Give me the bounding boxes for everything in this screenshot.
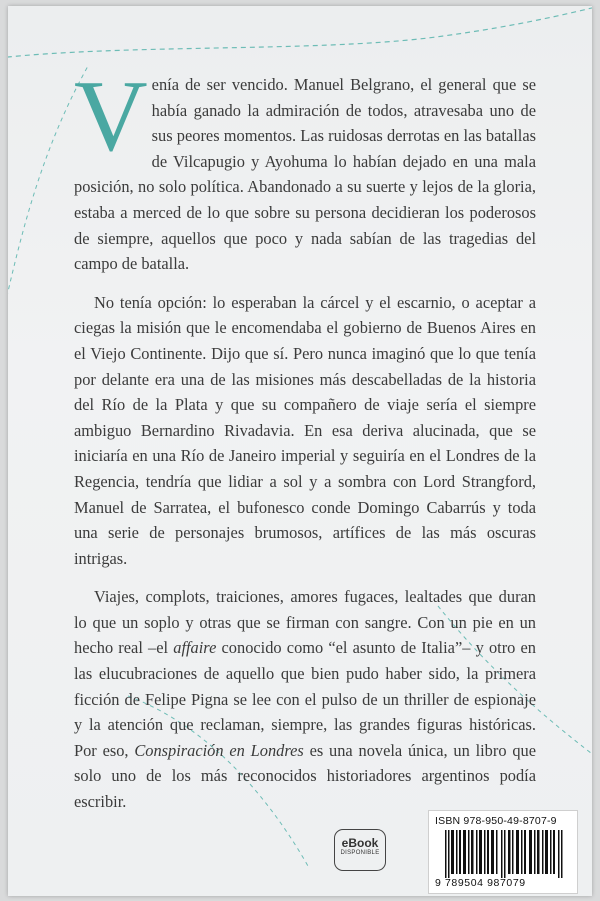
barcode-digits: 9 789504 987079 xyxy=(435,877,526,889)
ebook-label: eBook xyxy=(341,836,379,850)
paragraph-1 xyxy=(74,60,536,277)
ebook-badge xyxy=(334,829,386,871)
paragraph-3-text-b: conocido como “el asunto de Italia”– y otro en las elucubraciones de aquello que bien pudo haber sido, la primera ficción de Felipe Pigna se lee con el pulso de un thriller de espionaje y la atención que reclaman, siempre, las grandes figuras históricas. Por eso, xyxy=(74,638,537,760)
paragraph-3-text-a: Viajes, complots, traiciones, amores fugaces, lealtades que duran lo que un soplo y otras que se firman con sangre. Con un pie en un hecho real –el xyxy=(74,587,536,658)
book-title-italic: Conspiración en Londres xyxy=(134,740,304,760)
barcode-bars xyxy=(445,830,567,878)
isbn-label: ISBN 978-950-49-8707-9 xyxy=(435,815,557,827)
paragraph-1-text: enía de ser vencido. Manuel Belgrano, el general que se había ganado la admiración de todos, atravesaba uno de sus peores momentos. Las ruidosas derrotas en las batallas de Vilcapugio y Ayohuma lo habían dejado en una mala posición, no solo política. Abandonado a su suerte y lejos de la gloria, estaba a merced de lo que sobre su persona decidieran los poderosos de siempre, aquellos que poco y nada sabían de las tragedias del campo de batalla. xyxy=(74,75,536,274)
ebook-sublabel: DISPONIBLE xyxy=(340,850,380,856)
affaire-italic: affaire xyxy=(173,638,217,658)
isbn-barcode xyxy=(428,810,578,894)
book-back-cover xyxy=(8,6,592,896)
paragraph-3 xyxy=(74,584,536,814)
drop-cap: V xyxy=(74,60,148,173)
paragraph-2: No tenía opción: lo esperaban la cárcel y el escarnio, o aceptar a ciegas la misión que le encomendaba el gobierno de Buenos Aires en el Viejo Continente. Dijo que sí. Pero nunca imaginó que lo que tenía por delante era una de las misiones más descabelladas de la historia del Río de la Plata y que su compañero de viaje sería el siempre ambiguo Bernardino Rivadavia. En esa deriva alucinada, que se iniciaría en una Río de Janeiro imperial y seguiría en el Londres de la Regencia, tendría que lidiar a sol y a sombra con Lord Strangford, Manuel de Sarratea, el bufonesco conde Domingo Cabarrús y toda una serie de personajes brumosos, artífices de las más oscuras intrigas. xyxy=(74,292,536,568)
blurb-text xyxy=(74,60,537,828)
paragraph-3-text-c: es una novela única, un libro que solo uno de los más reconocidos historiadores argentinos podía escribir. xyxy=(74,740,536,812)
